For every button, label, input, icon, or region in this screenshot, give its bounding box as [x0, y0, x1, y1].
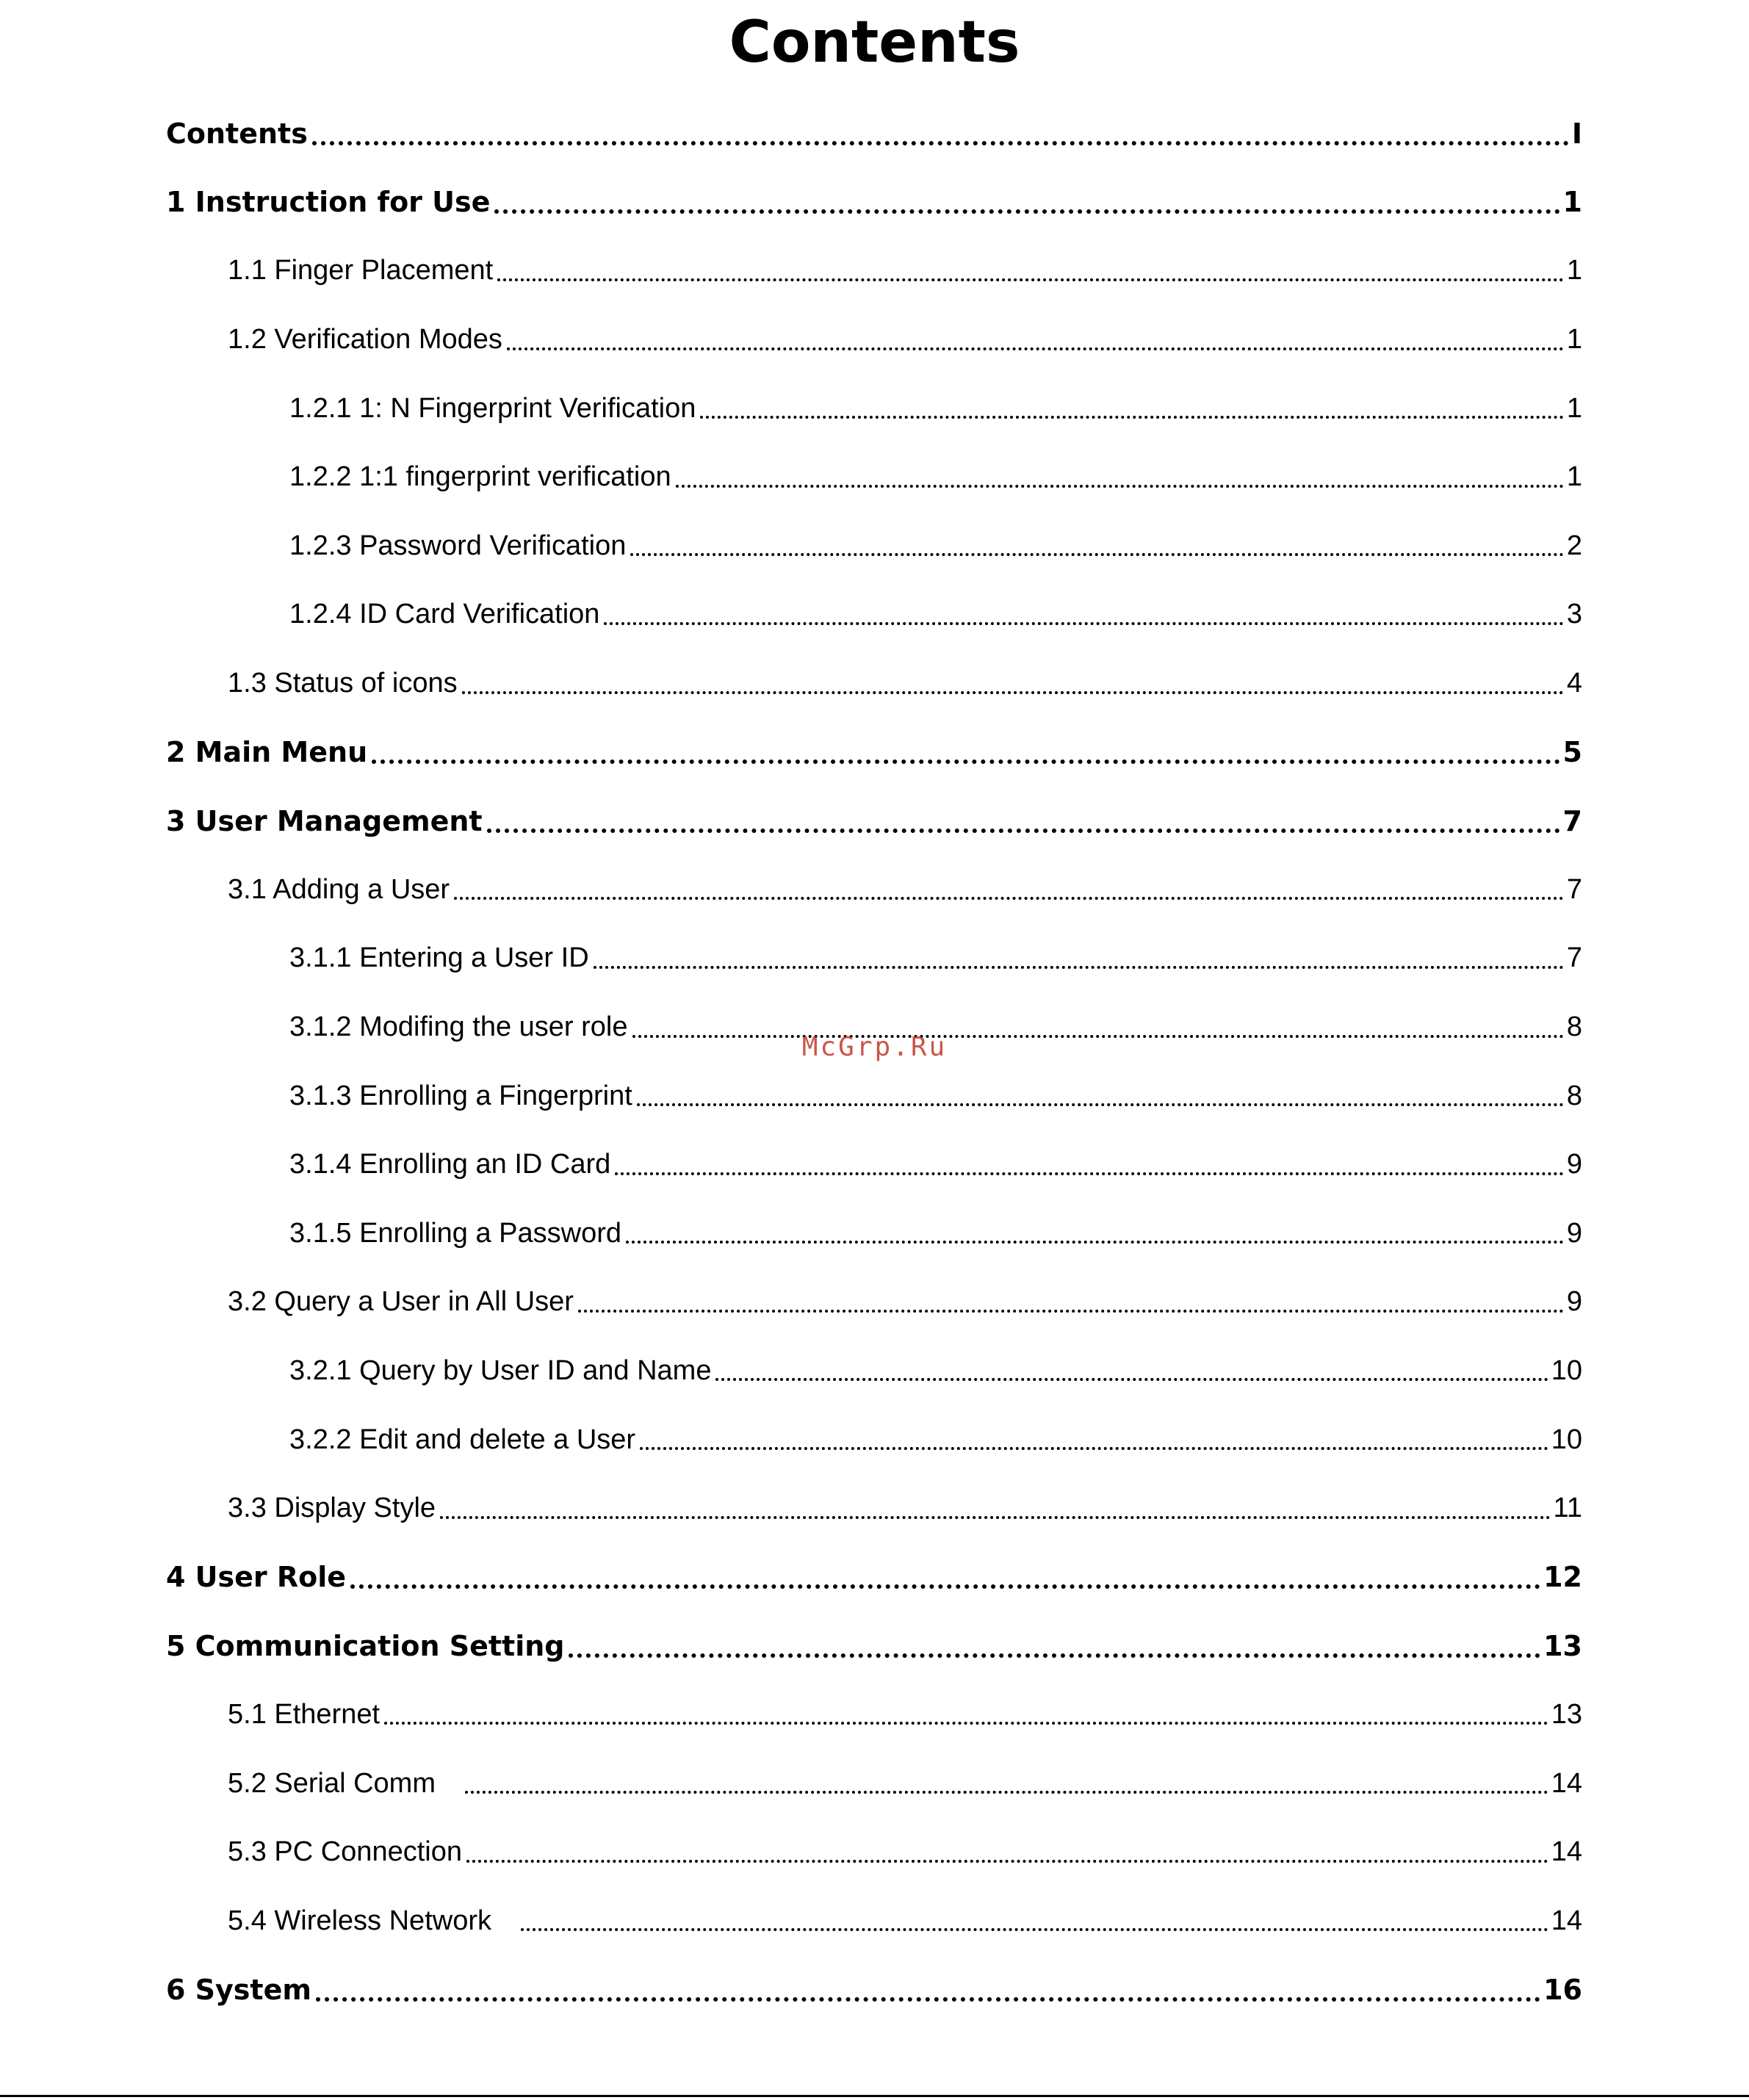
- dot-leader: [604, 622, 1563, 625]
- toc-entry-page-number: 8: [1566, 1080, 1582, 1111]
- toc-entry-page-number: 2: [1566, 530, 1582, 561]
- toc-entry-page-number: 11: [1553, 1493, 1582, 1524]
- toc-entry-label: 2 Main Menu: [166, 736, 368, 769]
- toc-entry-page-number: 14: [1551, 1836, 1582, 1868]
- toc-entry[interactable]: [166, 1474, 1582, 1543]
- toc-entry-page-number: 9: [1566, 1286, 1582, 1318]
- toc-entry[interactable]: [166, 787, 1582, 856]
- toc-entry-page-number: 14: [1551, 1767, 1582, 1799]
- toc-entry-label: 3.2.2 Edit and delete a User: [289, 1424, 636, 1455]
- toc-entry[interactable]: [166, 1542, 1582, 1612]
- dot-leader: [494, 209, 1559, 214]
- toc-entry-label: 3.2 Query a User in All User: [228, 1286, 574, 1318]
- toc-entry-label: 5.2 Serial Comm: [228, 1767, 436, 1799]
- toc-entry-label: 1.3 Status of icons: [228, 668, 458, 699]
- toc-entry-label: 5.1 Ethernet: [228, 1698, 381, 1730]
- toc-entry-page-number: 9: [1566, 1149, 1582, 1180]
- toc-entry-page-number: 1: [1566, 255, 1582, 286]
- toc-entry-label: 1.2.4 ID Card Verification: [289, 599, 600, 630]
- toc-entry[interactable]: [166, 924, 1582, 993]
- toc-entry[interactable]: [166, 1268, 1582, 1337]
- toc-entry-page-number: 14: [1551, 1905, 1582, 1936]
- dot-leader: [630, 553, 1564, 556]
- dot-leader: [521, 1928, 1548, 1931]
- toc-entry[interactable]: [166, 512, 1582, 581]
- toc-entry[interactable]: [166, 168, 1582, 237]
- toc-entry[interactable]: [166, 99, 1582, 168]
- toc-entry-label: 3.2.1 Query by User ID and Name: [289, 1354, 712, 1386]
- toc-entry-page-number: 7: [1562, 804, 1582, 837]
- dot-leader: [350, 1584, 1540, 1589]
- toc-entry-page-number: I: [1571, 117, 1582, 150]
- toc-entry-page-number: 10: [1551, 1354, 1582, 1386]
- toc-entry-page-number: 13: [1543, 1629, 1582, 1662]
- dot-leader: [465, 1791, 1548, 1794]
- dot-leader: [700, 416, 1563, 419]
- dot-leader: [312, 141, 1569, 145]
- toc-entry-page-number: 10: [1551, 1424, 1582, 1455]
- toc-entry-page-number: 4: [1566, 668, 1582, 699]
- dot-leader: [440, 1516, 1551, 1519]
- toc-entry-label: 1.2.2 1:1 fingerprint verification: [289, 461, 671, 493]
- dot-leader: [626, 1241, 1564, 1244]
- toc-entry-page-number: 1: [1566, 461, 1582, 493]
- watermark: McGrp.Ru: [801, 1032, 948, 1062]
- dot-leader: [384, 1722, 1548, 1725]
- toc-entry[interactable]: [166, 1955, 1582, 2024]
- toc-entry-label: 3.1.2 Modifing the user role: [289, 1011, 628, 1043]
- dot-leader: [676, 485, 1564, 488]
- dot-leader: [640, 1447, 1548, 1450]
- toc-entry[interactable]: [166, 1130, 1582, 1199]
- toc-entry[interactable]: [166, 1612, 1582, 1681]
- toc-entry[interactable]: [166, 1405, 1582, 1474]
- toc-entry[interactable]: [166, 237, 1582, 306]
- toc-entry-page-number: 1: [1566, 392, 1582, 424]
- bottom-rule: [0, 2095, 1749, 2097]
- toc-entry-label: 3.1.1 Entering a User ID: [289, 942, 589, 974]
- dot-leader: [569, 1653, 1540, 1658]
- toc-entry-label: 1.2.3 Password Verification: [289, 530, 627, 561]
- toc-entry[interactable]: [166, 1818, 1582, 1887]
- toc-entry-label: 4 User Role: [166, 1561, 347, 1594]
- dot-leader: [594, 966, 1564, 969]
- dot-leader: [372, 759, 1559, 764]
- toc-entry-label: 3.1.3 Enrolling a Fingerprint: [289, 1080, 632, 1111]
- toc-entry-label: 6 System: [166, 1973, 311, 2006]
- toc-entry-page-number: 13: [1551, 1698, 1582, 1730]
- dot-leader: [507, 347, 1564, 350]
- toc-entry-label: 5 Communication Setting: [166, 1629, 565, 1662]
- toc-entry-page-number: 7: [1566, 873, 1582, 905]
- dot-leader: [715, 1378, 1548, 1381]
- dot-leader: [462, 691, 1564, 694]
- toc-entry-label: 1.1 Finger Placement: [228, 255, 494, 286]
- toc-entry-label: 3 User Management: [166, 804, 483, 837]
- toc-entry-page-number: 1: [1566, 324, 1582, 356]
- toc-entry-label: Contents: [166, 117, 308, 150]
- toc-entry[interactable]: [166, 856, 1582, 925]
- dot-leader: [487, 829, 1560, 833]
- toc-entry-page-number: 9: [1566, 1217, 1582, 1249]
- dot-leader: [454, 897, 1564, 900]
- toc-entry-page-number: 3: [1566, 599, 1582, 630]
- toc-entry[interactable]: [166, 1749, 1582, 1818]
- toc-entry[interactable]: [166, 1681, 1582, 1750]
- toc-entry-page-number: 5: [1562, 736, 1582, 769]
- toc-entry-label: 3.1.4 Enrolling an ID Card: [289, 1149, 611, 1180]
- toc-entry-label: 3.1.5 Enrolling a Password: [289, 1217, 622, 1249]
- toc-entry[interactable]: [166, 1337, 1582, 1406]
- toc-entry[interactable]: [166, 649, 1582, 718]
- dot-leader: [637, 1103, 1564, 1106]
- toc-entry-label: 3.1 Adding a User: [228, 873, 450, 905]
- dot-leader: [497, 278, 1564, 281]
- toc-entry-page-number: 16: [1543, 1973, 1582, 2006]
- toc-entry-page-number: 12: [1543, 1561, 1582, 1594]
- dot-leader: [615, 1172, 1564, 1175]
- toc-entry-label: 1.2 Verification Modes: [228, 324, 502, 356]
- toc-entry[interactable]: [166, 443, 1582, 512]
- toc-entry-page-number: 7: [1566, 942, 1582, 974]
- toc-entry[interactable]: [166, 1199, 1582, 1269]
- toc-entry[interactable]: [166, 580, 1582, 649]
- page-title: Contents: [729, 10, 1020, 76]
- toc-entry-label: 1.2.1 1: N Fingerprint Verification: [289, 392, 696, 424]
- toc-entry-label: 5.4 Wireless Network: [228, 1905, 491, 1936]
- toc-entry-label: 5.3 PC Connection: [228, 1836, 462, 1868]
- toc-entry[interactable]: [166, 718, 1582, 787]
- toc-entry-label: 3.3 Display Style: [228, 1493, 436, 1524]
- toc-entry-label: 1 Instruction for Use: [166, 186, 491, 219]
- dot-leader: [466, 1860, 1548, 1863]
- toc-entry[interactable]: [166, 1886, 1582, 1955]
- dot-leader: [578, 1310, 1564, 1313]
- toc-entry-page-number: 8: [1566, 1011, 1582, 1043]
- toc-entry-page-number: 1: [1562, 186, 1582, 219]
- toc-entry[interactable]: [166, 1061, 1582, 1130]
- toc-entry[interactable]: [166, 374, 1582, 443]
- dot-leader: [316, 1997, 1540, 2002]
- toc-entry[interactable]: [166, 306, 1582, 375]
